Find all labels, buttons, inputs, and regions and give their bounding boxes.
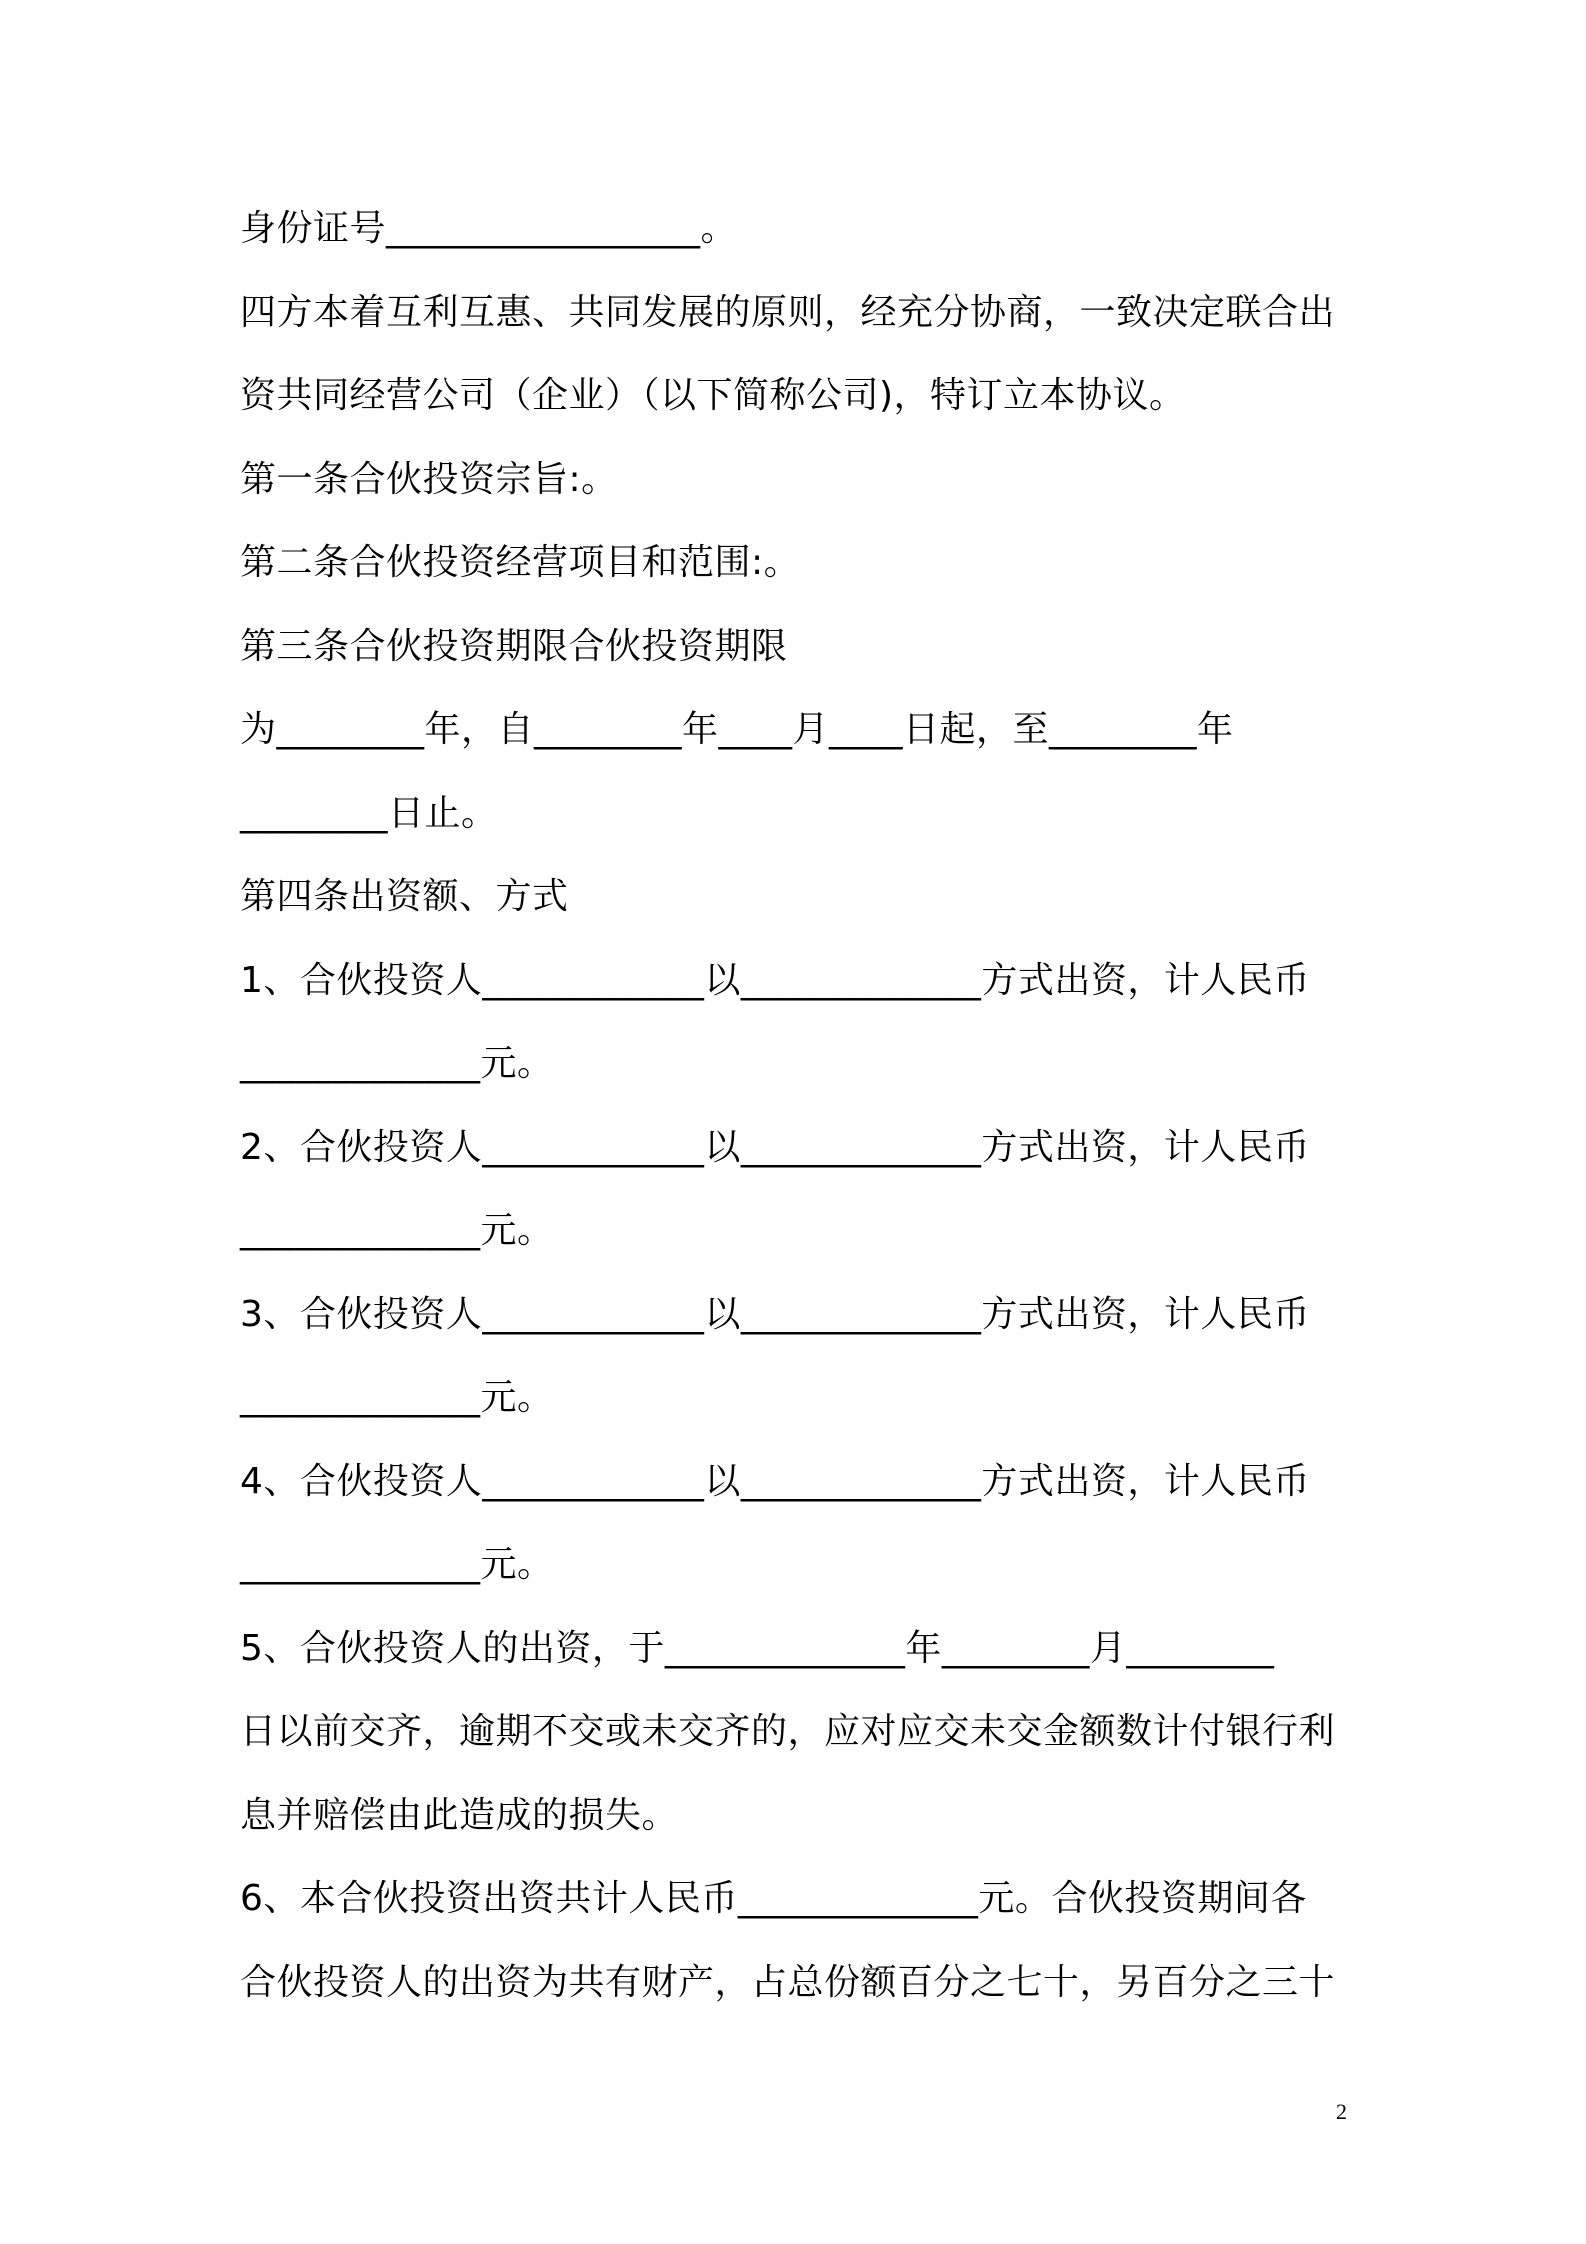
text-line-preamble-2: 资共同经营公司（企业）（以下简称公司)，特订立本协议。 — [240, 375, 1186, 416]
text-line-article-3: 第三条合伙投资期限合伙投资期限 — [240, 626, 788, 667]
text-line-item-5-cont: 日以前交齐，逾期不交或未交齐的，应对应交未交金额数计付银行利 — [240, 1711, 1336, 1752]
text-line-article-3-term: 为________年，自________年____月____日起，至________年 — [240, 709, 1234, 750]
text-line-item-5: 5、合伙投资人的出资，于_____________年________月________ — [240, 1628, 1275, 1669]
text-line-partner-1: 1、合伙投资人____________以_____________方式出资，计人民币 — [240, 960, 1310, 1001]
page-number: 2 — [1336, 2099, 1347, 2124]
text-line-preamble-1: 四方本着互利互惠、共同发展的原则，经充分协商，一致决定联合出 — [240, 292, 1336, 333]
text-line-partner-3: 3、合伙投资人____________以_____________方式出资，计人民币 — [240, 1294, 1310, 1335]
text-line-item-6: 6、本合伙投资出资共计人民币_____________元。合伙投资期间各 — [240, 1878, 1307, 1919]
text-line-partner-2-amount: _____________元。 — [240, 1210, 554, 1251]
text-line-partner-4-amount: _____________元。 — [240, 1544, 554, 1585]
text-line-item-6-cont: 合伙投资人的出资为共有财产，占总份额百分之七十，另百分之三十 — [240, 1962, 1336, 2003]
text-line-partner-3-amount: _____________元。 — [240, 1377, 554, 1418]
text-line-article-3-end: ________日止。 — [240, 793, 498, 834]
text-line-partner-2: 2、合伙投资人____________以_____________方式出资，计人民币 — [240, 1127, 1310, 1168]
text-line-item-5-end: 息并赔偿由此造成的损失。 — [240, 1795, 679, 1836]
text-line-article-1: 第一条合伙投资宗旨:。 — [240, 459, 618, 500]
text-line-partner-1-amount: _____________元。 — [240, 1043, 554, 1084]
text-line-article-4: 第四条出资额、方式 — [240, 876, 569, 917]
text-line-id-number: 身份证号_________________。 — [240, 208, 738, 249]
text-line-article-2: 第二条合伙投资经营项目和范围:。 — [240, 542, 801, 583]
text-line-partner-4: 4、合伙投资人____________以_____________方式出资，计人民币 — [240, 1461, 1310, 1502]
